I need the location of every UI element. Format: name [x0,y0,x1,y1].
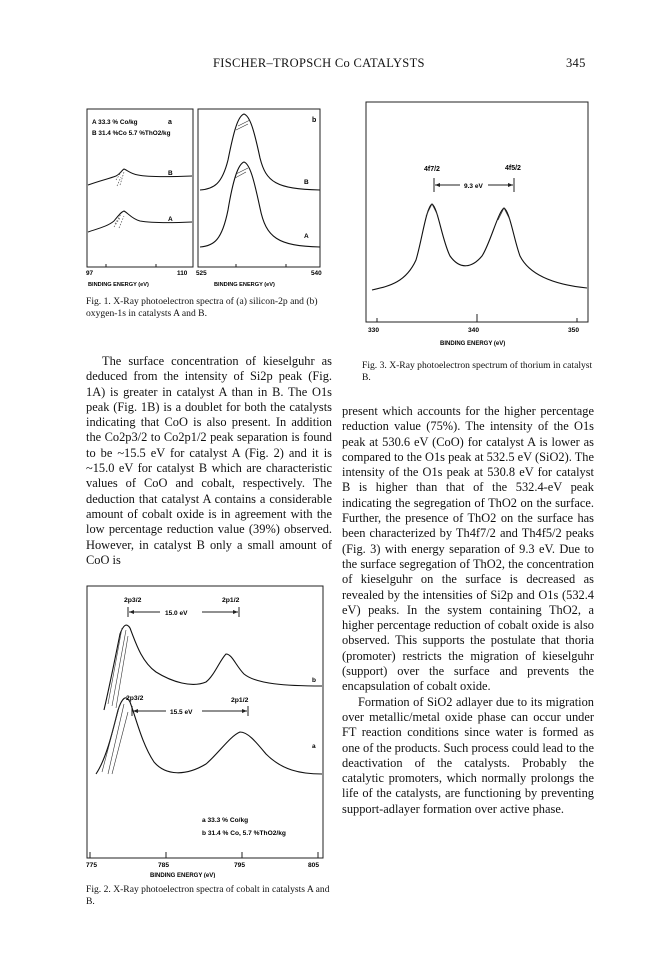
fig2-legend-b: b 31.4 % Co, 5.7 %ThO2/kg [202,830,286,837]
fig1-xtick-97: 97 [86,270,94,277]
fig2-curve-a-label: a [312,743,316,750]
figure-1-plot [86,100,332,290]
fig1-curve-a-si [88,211,192,232]
right-paragraph-2: Formation of SiO2 adlayer due to its migration over metallic/metal oxide phase can occur under FT reaction conditions since water is formed as one of the products. Such process could lead to the deactivation of the catalysts. Probably the catalytic promoters, which normally prolongs the life of the catalysts, are functioning by preventing support-adlayer formation over active phase. [342,694,594,816]
right-text-column [342,404,594,817]
fig1-panel-b-label: b [312,117,317,124]
fig1-curve-a-label-a: A [168,216,173,223]
fig3-curve-th4f [372,204,587,290]
fig2-xtick-775: 775 [86,862,98,869]
fig2-xtick-805: 805 [308,862,320,869]
left-paragraph-1: The surface concentration of kieselguhr as deduced from the intensity of Si2p peak (Fig. 1A) is greater in catalyst A than in B. The O1s peak (Fig. 1B) is a doublet for both the catalysts indicating that CoO is also present. In addition the Co2p3/2 to Co2p1/2 peak separation is found to be ~15.5 eV for catalyst A (Fig. 2) and it is ~15.0 eV for catalyst B which are characteristic values of CoO and cobalt, respectively. The deduction that catalyst A contains a considerable amount of cobalt oxide is in agreement with the low percentage reduction value (39%) observed. However, in catalyst B only a small amount of CoO is [86,354,332,567]
fig3-xtick-350: 350 [568,327,580,334]
fig1-curve-a-label-b: A [304,233,309,240]
fig1-curve-a-o1s [200,162,320,247]
figure-1 [86,100,332,290]
fig3-xlabel: BINDING ENERGY (eV) [440,341,506,347]
fig3-frame [366,102,588,322]
fig1-curve-b-si [88,169,192,185]
fig2-xlabel: BINDING ENERGY (eV) [150,873,216,878]
fig1-legend-a: A 33.3 % Co/kg [92,119,138,126]
figure-3-plot [362,100,594,362]
fig2-legend-a: a 33.3 % Co/kg [202,817,249,824]
right-paragraph-1: present which accounts for the higher percentage reduction value (75%). The intensity of the O1s peak at 530.6 eV (CoO) for catalyst A is lower as compared to the O1s peak at 532.5 eV (SiO2). The intensity of the O1s peak at 530.8 eV for catalyst B is higher than that of the 532.4-eV peak indicating the segregation of ThO2 on the surface. Further, the presence of ThO2 on the surface has been characterized by Th4f7/2 and Th4f5/2 peaks (Fig. 3) with energy separation of 9.3 eV. Due to the surface segregation of ThO2, the concentration of kieselguhr on the surface is decreased as revealed by the intensities of Si2p and O1s (532.4 eV) peaks. In the system containing ThO2, a higher percentage reduction of cobalt oxide is also observed. This supports the postulate that thoria (promoter) restricts the migration of kieselguhr (support) over the surface and prevents the encapsulation of cobalt oxide. [342,404,594,694]
fig1-curve-b-label-b: B [304,179,309,186]
fig3-xtick-330: 330 [368,327,380,334]
fig1-xtick-540: 540 [311,270,322,277]
figure-2-plot [86,584,332,878]
fig1-curve-a-si-components [114,214,124,228]
fig1-curve-b-o1s [200,114,320,190]
fig2-curve-a [96,698,322,774]
page-number: 345 [566,56,586,70]
fig2-curve-b-label: b [312,677,316,684]
fig1-legend-b: B 31.4 %Co 5.7 %ThO2/kg [92,130,171,137]
running-header-title: FISCHER–TROPSCH Co CATALYSTS [213,56,425,70]
fig2-xtick-785: 785 [158,862,170,869]
figure-2 [86,584,332,878]
fig3-peak-left-label: 4f7/2 [424,166,440,173]
fig2-xtick-795: 795 [234,862,246,869]
figure-2-caption: Fig. 2. X-Ray photoelectron spectra of cobalt in catalysts A and B. [86,884,330,907]
fig1-panel-a-label: a [168,119,172,126]
left-text-column [86,354,332,568]
fig2-bottom-left-peak: 2p3/2 [126,695,144,702]
fig2-top-right-peak: 2p1/2 [222,597,240,604]
fig1-xlabel-a: BINDING ENERGY (eV) [88,282,149,288]
fig1-curve-b-label-a: B [168,170,173,177]
fig2-top-separation: 15.0 eV [165,610,188,617]
fig3-xtick-340: 340 [468,327,480,334]
fig2-top-left-peak: 2p3/2 [124,597,142,604]
figure-3 [362,100,594,362]
fig2-bottom-right-peak: 2p1/2 [231,697,249,704]
fig1-xlabel-b: BINDING ENERGY (eV) [214,282,275,288]
fig3-peak-right-label: 4f5/2 [505,165,521,172]
fig2-bottom-separation: 15.5 eV [170,709,193,716]
fig1-xtick-110: 110 [177,270,188,277]
fig3-separation-label: 9.3 eV [464,183,483,190]
fig1-xtick-525: 525 [196,270,207,277]
fig1-frame-b [198,109,320,267]
figure-3-caption: Fig. 3. X-Ray photoelectron spectrum of thorium in catalyst B. [362,360,593,383]
figure-1-caption: Fig. 1. X-Ray photoelectron spectra of (a) silicon-2p and (b) oxygen-1s in catalysts A and B. [86,296,318,319]
